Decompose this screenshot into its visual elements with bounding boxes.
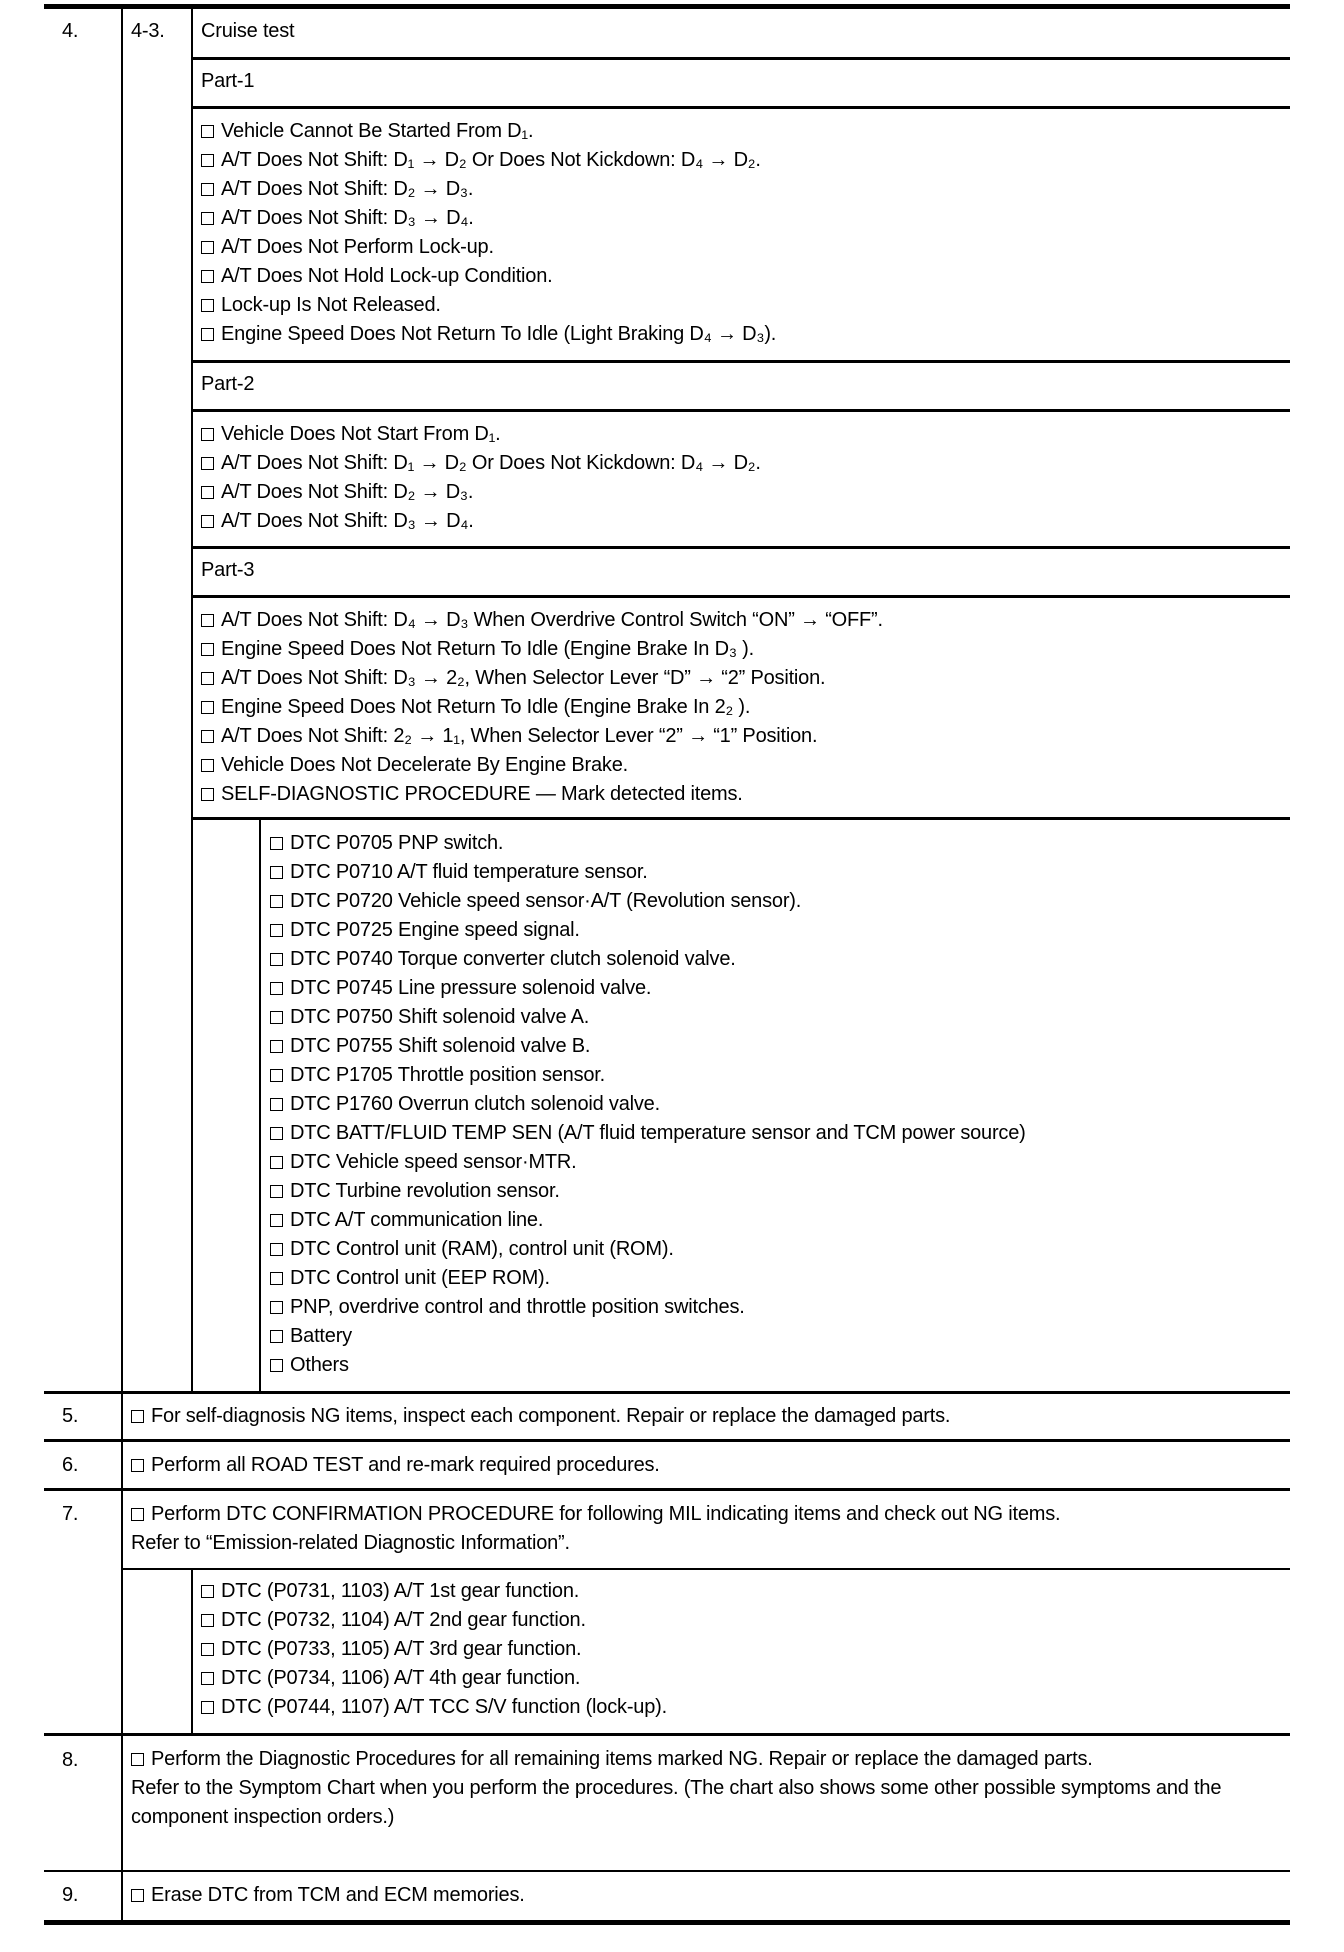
step7-dtc-list (201, 1580, 667, 1720)
dtc-item[interactable]: DTC (P0731, 1103) A/T 1st gear function. (201, 1580, 667, 1604)
dtc-item[interactable]: DTC (P0732, 1104) A/T 2nd gear function. (201, 1609, 667, 1633)
step-number: 8. (62, 1749, 79, 1771)
dtc-item[interactable]: DTC (P0744, 1107) A/T TCC S/V function (lock-up). (201, 1696, 667, 1720)
checklist-item[interactable]: Lock-up Is Not Released. (201, 291, 776, 320)
section-title: Cruise test (201, 20, 295, 42)
step7-reference: Refer to “Emission-related Diagnostic Information”. (131, 1532, 570, 1554)
checklist-item[interactable]: A/T Does Not Shift: 2₂ → 1₁, When Selector Lever “2” → “1” Position. (201, 722, 883, 751)
divider-step4-end (44, 1391, 1290, 1394)
checkbox-icon[interactable] (201, 457, 214, 470)
divider-step8-end (44, 1870, 1290, 1872)
checklist-item[interactable]: Vehicle Does Not Start From D₁. (201, 420, 761, 449)
divider-step5-end (44, 1439, 1290, 1442)
checkbox-icon[interactable] (270, 1098, 283, 1111)
dtc-item[interactable]: DTC Control unit (EEP ROM). (270, 1264, 1026, 1293)
column-divider-substep (191, 9, 193, 1391)
checkbox-icon[interactable] (270, 1127, 283, 1140)
part1-label: Part-1 (201, 70, 255, 92)
checkbox-icon[interactable] (201, 328, 214, 341)
step-number: 5. (62, 1405, 79, 1427)
checklist-item[interactable]: A/T Does Not Perform Lock-up. (201, 233, 776, 262)
step-number: 6. (62, 1454, 79, 1476)
dtc-item[interactable]: DTC P0720 Vehicle speed sensor·A/T (Revolution sensor). (270, 887, 1026, 916)
checkbox-icon[interactable] (270, 1069, 283, 1082)
checklist-item[interactable]: A/T Does Not Shift: D₂ → D₃. (201, 478, 761, 507)
dtc-item[interactable]: DTC Control unit (RAM), control unit (ROM). (270, 1235, 1026, 1264)
divider-part3-end (191, 817, 1290, 820)
checkbox-icon[interactable] (270, 1156, 283, 1169)
checkbox-icon[interactable] (270, 895, 283, 908)
checkbox-icon[interactable] (201, 1614, 214, 1627)
checkbox-icon[interactable] (201, 701, 214, 714)
checkbox-icon[interactable] (270, 1272, 283, 1285)
substep-number: 4-3. (131, 20, 165, 42)
column-divider-number (121, 9, 123, 1920)
checkbox-icon[interactable] (201, 270, 214, 283)
checkbox-icon[interactable] (270, 1040, 283, 1053)
part2-list (201, 420, 761, 536)
checkbox-icon[interactable] (201, 788, 214, 801)
divider-step6-end (44, 1488, 1290, 1491)
checkbox-icon[interactable] (201, 125, 214, 138)
checkbox-icon[interactable] (270, 1185, 283, 1198)
dtc-item[interactable]: DTC BATT/FLUID TEMP SEN (A/T fluid temperature sensor and TCM power source) (270, 1119, 1026, 1148)
checkbox-icon[interactable] (201, 1585, 214, 1598)
divider-part3-header (191, 595, 1290, 598)
step8-note: Refer to the Symptom Chart when you perform the procedures. (The chart also shows some other possible symptoms and the component inspection orders.) (131, 1777, 1222, 1828)
checklist-item[interactable]: A/T Does Not Hold Lock-up Condition. (201, 262, 776, 291)
dtc-item[interactable]: DTC P0745 Line pressure solenoid valve. (270, 974, 1026, 1003)
checkbox-icon[interactable] (201, 428, 214, 441)
checkbox-icon[interactable] (131, 1508, 144, 1521)
checkbox-icon[interactable] (201, 299, 214, 312)
dtc-item[interactable]: DTC P0710 A/T fluid temperature sensor. (270, 858, 1026, 887)
checkbox-icon[interactable] (201, 1701, 214, 1714)
divider-step7-end (44, 1733, 1290, 1736)
checklist-item[interactable]: Engine Speed Does Not Return To Idle (Light Braking D₄ → D₃). (201, 320, 776, 349)
checkbox-icon[interactable] (201, 241, 214, 254)
step-number: 9. (62, 1884, 79, 1906)
checklist-item[interactable]: Engine Speed Does Not Return To Idle (Engine Brake In D₃ ). (201, 635, 883, 664)
dtc-item[interactable]: Others (270, 1351, 1026, 1380)
checklist-item[interactable]: A/T Does Not Shift: D₃ → 2₂, When Selector Lever “D” → “2” Position. (201, 664, 883, 693)
checklist-item[interactable]: A/T Does Not Shift: D₂ → D₃. (201, 175, 776, 204)
checkbox-icon[interactable] (270, 1359, 283, 1372)
checkbox-icon[interactable] (201, 154, 214, 167)
part2-label: Part-2 (201, 373, 255, 395)
step9-item[interactable]: Erase DTC from TCM and ECM memories. (131, 1884, 525, 1907)
checklist-item[interactable]: Vehicle Cannot Be Started From D₁. (201, 117, 776, 146)
dtc-item[interactable]: DTC P1760 Overrun clutch solenoid valve. (270, 1090, 1026, 1119)
step-number: 7. (62, 1503, 79, 1525)
dtc-item[interactable]: DTC A/T communication line. (270, 1206, 1026, 1235)
checkbox-icon[interactable] (201, 672, 214, 685)
table-top-border (44, 4, 1290, 9)
step7-item[interactable]: Perform DTC CONFIRMATION PROCEDURE for following MIL indicating items and check out NG items. (131, 1503, 1060, 1526)
table-bottom-border (44, 1920, 1290, 1925)
checkbox-icon[interactable] (201, 183, 214, 196)
step5-item[interactable]: For self-diagnosis NG items, inspect each component. Repair or replace the damaged parts. (131, 1405, 950, 1428)
checkbox-icon[interactable] (131, 1889, 144, 1902)
step8-item[interactable]: Perform the Diagnostic Procedures for all remaining items marked NG. Repair or replace the damaged parts. Refer to the Symptom Chart when you perform the procedures. (The chart also shows some other possible symptoms and the component inspection orders.) (131, 1748, 1222, 1828)
checklist-item[interactable]: A/T Does Not Shift: D₁ → D₂ Or Does Not Kickdown: D₄ → D₂. (201, 449, 761, 478)
part3-label: Part-3 (201, 559, 255, 581)
part1-list (201, 117, 776, 349)
dtc-item[interactable]: DTC Vehicle speed sensor·MTR. (270, 1148, 1026, 1177)
checkbox-icon[interactable] (270, 1301, 283, 1314)
checklist-item[interactable]: Vehicle Does Not Decelerate By Engine Brake. (201, 751, 883, 780)
dtc-item[interactable]: Battery (270, 1322, 1026, 1351)
checkbox-icon[interactable] (201, 643, 214, 656)
divider-cruise-title (191, 57, 1290, 60)
checklist-item[interactable]: SELF-DIAGNOSTIC PROCEDURE — Mark detected items. (201, 780, 883, 809)
checklist-item[interactable]: A/T Does Not Shift: D₃ → D₄. (201, 507, 761, 536)
divider-part1-header (191, 106, 1290, 109)
checkbox-icon[interactable] (270, 837, 283, 850)
checkbox-icon[interactable] (201, 1643, 214, 1656)
checkbox-icon[interactable] (131, 1410, 144, 1423)
checkbox-icon[interactable] (270, 982, 283, 995)
dtc-item[interactable]: DTC (P0733, 1105) A/T 3rd gear function. (201, 1638, 667, 1662)
checkbox-icon[interactable] (270, 1214, 283, 1227)
checkbox-icon[interactable] (270, 1011, 283, 1024)
checkbox-icon[interactable] (131, 1459, 144, 1472)
checkbox-icon[interactable] (270, 866, 283, 879)
column-divider-dtc (259, 820, 261, 1391)
column-divider-step7-sub (191, 1570, 193, 1733)
dtc-item[interactable]: DTC Turbine revolution sensor. (270, 1177, 1026, 1206)
step6-item[interactable]: Perform all ROAD TEST and re-mark required procedures. (131, 1454, 660, 1477)
checklist-item[interactable]: A/T Does Not Shift: D₁ → D₂ Or Does Not Kickdown: D₄ → D₂. (201, 146, 776, 175)
checkbox-icon[interactable] (201, 614, 214, 627)
step-number: 4. (62, 20, 79, 42)
dtc-item[interactable]: DTC P1705 Throttle position sensor. (270, 1061, 1026, 1090)
divider-part2-header (191, 409, 1290, 412)
dtc-list (270, 829, 1026, 1380)
checklist-item[interactable]: Engine Speed Does Not Return To Idle (Engine Brake In 2₂ ). (201, 693, 883, 722)
divider-part1-end (191, 360, 1290, 363)
checkbox-icon[interactable] (270, 924, 283, 937)
checklist-item[interactable]: A/T Does Not Shift: D₄ → D₃ When Overdrive Control Switch “ON” → “OFF”. (201, 606, 883, 635)
checkbox-icon[interactable] (270, 1330, 283, 1343)
dtc-item[interactable]: DTC P0725 Engine speed signal. (270, 916, 1026, 945)
checkbox-icon[interactable] (201, 486, 214, 499)
checkbox-icon[interactable] (201, 1672, 214, 1685)
dtc-item[interactable]: PNP, overdrive control and throttle position switches. (270, 1293, 1026, 1322)
checkbox-icon[interactable] (270, 953, 283, 966)
checklist-item[interactable]: A/T Does Not Shift: D₃ → D₄. (201, 204, 776, 233)
checkbox-icon[interactable] (201, 759, 214, 772)
dtc-item[interactable]: DTC P0750 Shift solenoid valve A. (270, 1003, 1026, 1032)
checkbox-icon[interactable] (201, 730, 214, 743)
divider-part2-end (191, 546, 1290, 549)
divider-step7-sub (122, 1568, 1290, 1570)
dtc-item[interactable]: DTC P0755 Shift solenoid valve B. (270, 1032, 1026, 1061)
dtc-item[interactable]: DTC P0740 Torque converter clutch solenoid valve. (270, 945, 1026, 974)
checkbox-icon[interactable] (270, 1243, 283, 1256)
dtc-item[interactable]: DTC (P0734, 1106) A/T 4th gear function. (201, 1667, 667, 1691)
part3-list (201, 606, 883, 809)
checkbox-icon[interactable] (201, 515, 214, 528)
checkbox-icon[interactable] (201, 212, 214, 225)
checkbox-icon[interactable] (131, 1753, 144, 1766)
dtc-item[interactable]: DTC P0705 PNP switch. (270, 829, 1026, 858)
